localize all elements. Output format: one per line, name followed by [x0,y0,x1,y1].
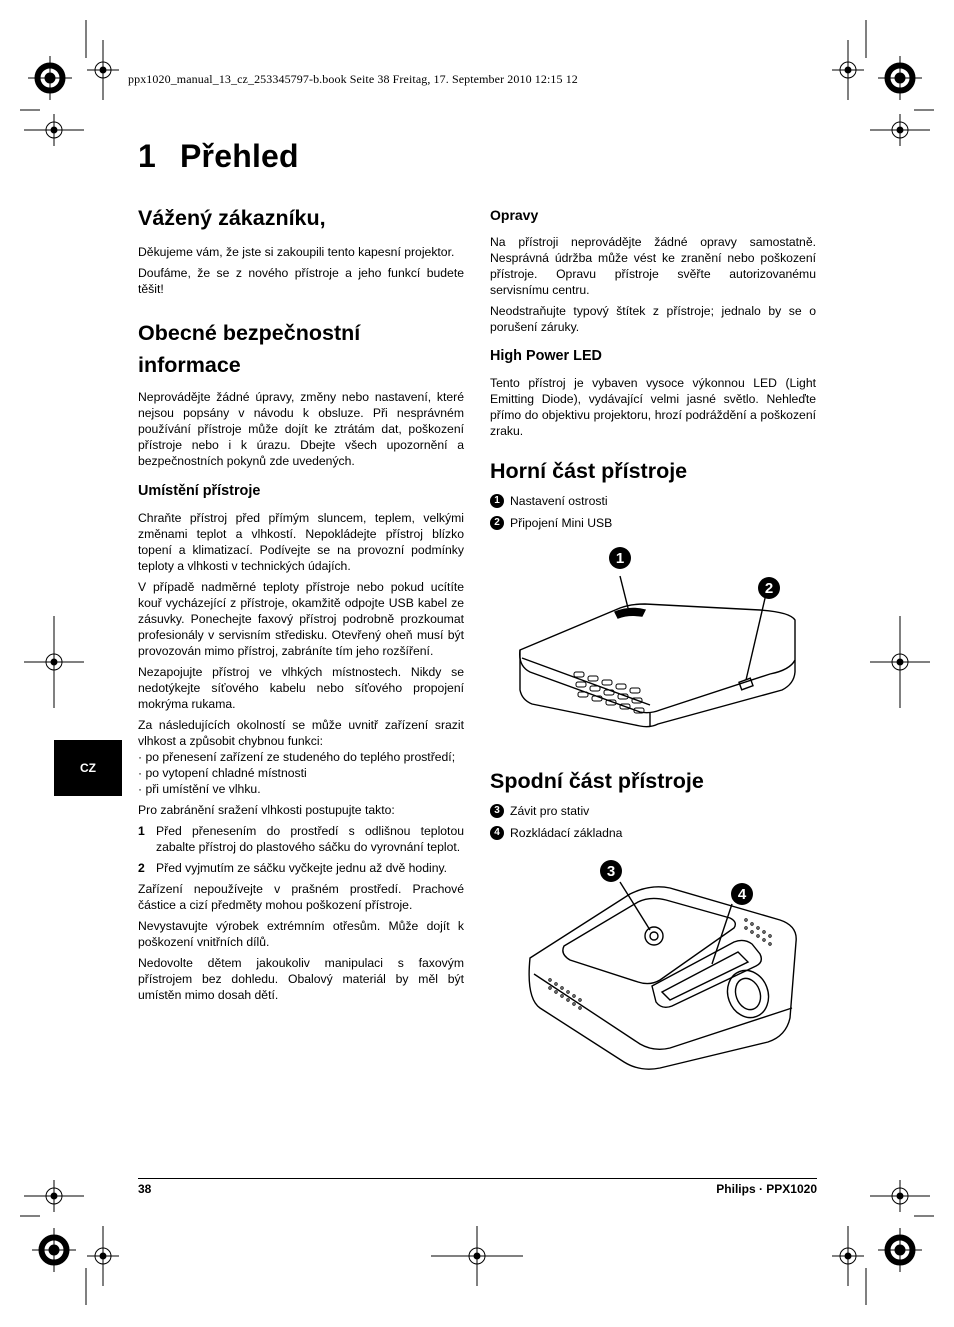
safety-heading: Obecné bezpečnostní informace [138,321,361,377]
file-header: ppx1020_manual_13_cz_253345797-b.book Seite 38 Freitag, 17. September 2010 12:15 12 [128,72,578,86]
callout-number: 2 [490,516,504,530]
chapter-title [138,138,299,175]
bottom-part-section [490,765,816,847]
top-part-heading: Horní část přístroje [490,459,688,483]
condition-bullet: · po vytopení chladné místnosti [138,766,307,780]
right-column [490,207,816,537]
dear-customer-paragraph: Doufáme, že se z nového přístroje a jeho funkcí budete těšit! [138,266,464,296]
led-heading: High Power LED [490,348,602,364]
condition-bullet: · při umístění ve vlhku. [138,782,261,796]
legend-item [490,825,816,841]
repairs-heading: Opravy [490,207,539,223]
legend-label: Rozkládací základna [510,826,623,840]
dear-customer-paragraph: Děkujeme vám, že jste si zakoupili tento kapesní projektor. [138,245,455,259]
footer-rule [138,1178,817,1179]
crosshair-icon [870,114,930,146]
callout-1: 1 [609,547,631,569]
placement-heading: Umístění přístroje [138,483,261,499]
crosshair-icon [87,40,119,100]
placement-paragraph: Nedovolte dětem jakoukoliv manipulaci s faxovým přístrojem bez dohledu. Obalový materiál by měl být umístěn mimo dosah dětí. [138,956,464,1002]
page-number: 38 [138,1182,152,1196]
crosshair-icon [431,1226,523,1286]
callout-3: 3 [600,860,622,882]
placement-paragraph: Zařízení nepoužívejte v prašném prostředí. Prachové částice a cizí předměty mohou poškození přístroje. [138,882,464,912]
legend-label: Nastavení ostrosti [510,494,608,508]
condition-bullet: · po přenesení zařízení ze studeného do teplého prostředí; [138,750,456,764]
callout-number: 4 [490,826,504,840]
legend-item [490,803,816,819]
radial-target-icon [878,56,922,100]
bottom-part-heading: Spodní část přístroje [490,769,704,793]
step-number: 1 [138,824,145,838]
placement-paragraph: V případě nadměrné teploty přístroje nebo pokud ucítíte kouř vycházející z přístroje, okamžitě odpojte USB kabel ze zásuvky. Ponechejte faxový přístroj podrobně prozkoumat profesionály v servisním středisku. Otevřený oheň musí být provozován mimo přístroj, zabráníte tím jeho rozšíření. [138,580,464,658]
radial-target-icon [878,1228,922,1272]
radial-target-icon [28,56,72,100]
placement-paragraph: Chraňte přístroj před přímým sluncem, teplem, velkými změnami teplot a vlhkostí. Nepokládejte přístroj blízko topení a klimatizací. Podívejte se na provozní podmínky teploty a vlhkosti v technických údajích. [138,511,464,573]
crosshair-icon [24,1180,84,1212]
legend-item [490,515,816,531]
projector-top-illustration [500,540,820,740]
callout-4: 4 [731,883,753,905]
step-number: 2 [138,861,145,875]
projector-bottom-illustration [520,858,810,1078]
legend-label: Připojení Mini USB [510,516,613,530]
crosshair-icon [832,1226,864,1286]
crosshair-icon [870,1180,930,1212]
radial-target-icon [32,1228,76,1272]
placement-paragraph: Nevystavujte výrobek extrémním otřesům. Může dojít k poškození vnitřních dílů. [138,919,464,949]
callout-2: 2 [758,577,780,599]
legend-label: Závit pro stativ [510,804,590,818]
language-tab: CZ [54,740,122,796]
dear-customer-heading: Vážený zákazníku, [138,206,326,230]
legend-item [490,493,816,509]
led-paragraph: Tento přístroj je vybaven vysoce výkonnou LED (Light Emitting Diode), vydávající velmi jasné světlo. Nehleďte přímo do objektivu projektoru, hrozí podráždění a poškození zraku. [490,376,816,438]
step-item [138,860,464,876]
placement-paragraph: Nezapojujte přístroj ve vlhkých místnostech. Nikdy se nedotýkejte síťového kabelu nebo síťového propojení mokrýma rukama. [138,665,464,711]
crosshair-icon [24,616,84,708]
placement-paragraph: Pro zabránění sražení vlhkosti postupujte takto: [138,803,395,817]
callout-number: 3 [490,804,504,818]
repairs-paragraph: Na přístroji neprovádějte žádné opravy samostatně. Nesprávná údržba může vést ke zranění nebo poškození přístroje. Opravu přístroje svěřte autorizovanému servisnímu centru. [490,235,816,297]
crosshair-icon [87,1226,119,1286]
chapter-title-text: Přehled [180,138,299,174]
callout-number: 1 [490,494,504,508]
step-text: Před vyjmutím ze sáčku vyčkejte jednu až dvě hodiny. [156,861,448,875]
step-text: Před přenesením do prostředí s odlišnou teplotou zabalte přístroj do plastového sáčku do vyrovnání teplot. [156,824,464,854]
crosshair-icon [24,114,84,146]
step-item [138,823,464,855]
chapter-number: 1 [138,138,156,174]
placement-paragraph: Za následujících okolností se může uvnitř zařízení srazit vlhkost a způsobit chybnou funkci: [138,718,464,748]
crosshair-icon [832,40,864,100]
crosshair-icon [870,616,930,708]
repairs-paragraph: Neodstraňujte typový štítek z přístroje; jednalo by se o porušení záruky. [490,304,816,334]
left-column [138,202,464,1008]
safety-paragraph: Neprovádějte žádné úpravy, změny nebo nastavení, které nejsou popsány v návodu k obsluze. Při nesprávném používání přístroje může dojít ke ztrátám dat, poškození přístroje nebo i k úrazu. Dbejte všech upozornění a bezpečnostních pokynů zde uvedených. [138,390,464,468]
footer-brand: Philips · PPX1020 [716,1182,817,1196]
